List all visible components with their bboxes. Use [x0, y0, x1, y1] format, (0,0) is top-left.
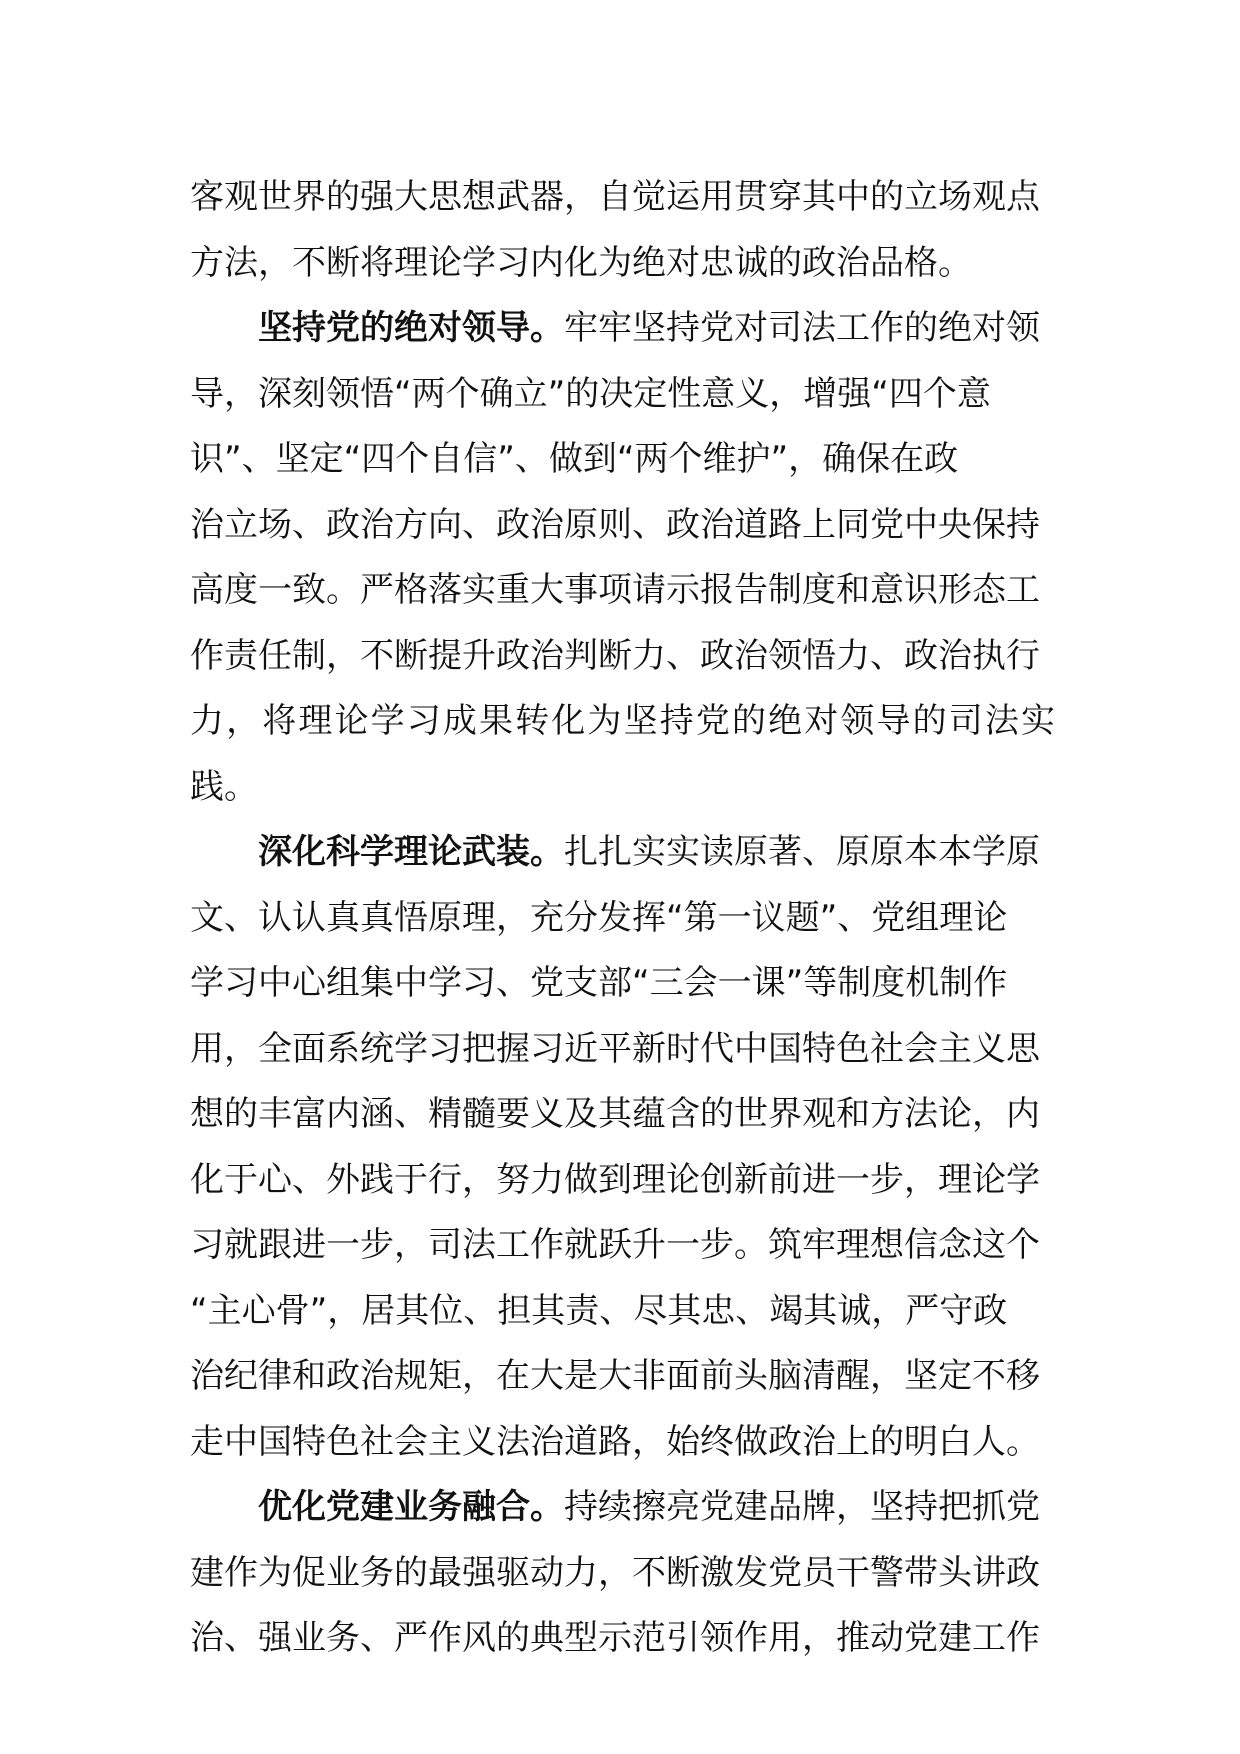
text-line: 导，深刻领悟“两个确立”的决定性意义，增强“四个意 [190, 373, 991, 414]
text-line: 识”、坚定“四个自信”、做到“两个维护”，确保在政 [190, 439, 959, 479]
text-line: “主心骨”，居其位、担其责、尽其忠、竭其诚，严守政 [190, 1290, 1008, 1331]
paragraph-party-leadership [190, 296, 1055, 820]
paragraph-heading: 坚持党的绝对领导。 [258, 308, 564, 348]
text-line: 想的丰富内涵、精髓要义及其蕴含的世界观和方法论，内 [190, 1094, 1040, 1134]
text-line: 持续擦亮党建品牌，坚持把抓党 [564, 1487, 1040, 1527]
text-line: 化于心、外践于行，努力做到理论创新前进一步，理论学 [190, 1159, 1040, 1200]
text-line: 扎扎实实读原著、原原本本学原 [564, 832, 1040, 872]
text-line: 习就跟进一步，司法工作就跃升一步。筑牢理想信念这个 [190, 1225, 1040, 1265]
text-line: 学习中心组集中学习、党支部“三会一课”等制度机制作 [190, 963, 1008, 1003]
text-line: 走中国特色社会主义法治道路，始终做政治上的明白人。 [190, 1421, 1040, 1462]
document-page [190, 165, 1055, 1672]
paragraph-heading: 深化科学理论武装。 [258, 832, 564, 872]
paragraph-party-business-integration [190, 1475, 1055, 1672]
text-line: 高度一致。严格落实重大事项请示报告制度和意识形态工 [190, 570, 1040, 610]
text-line: 建作为促业务的最强驱动力，不断激发党员干警带头讲政 [190, 1552, 1040, 1593]
text-line: 牢牢坚持党对司法工作的绝对领 [564, 308, 1040, 348]
text-line: 文、认认真真悟原理，充分发挥“第一议题”、党组理论 [190, 897, 1008, 938]
text-line: 力，将理论学习成果转化为坚持党的绝对领导的司法实践。 [190, 701, 1055, 807]
text-line: 治立场、政治方向、政治原则、政治道路上同党中央保持 [190, 504, 1040, 545]
paragraph-continuation [190, 165, 1055, 296]
text-line: 客观世界的强大思想武器，自觉运用贯穿其中的立场观点 [190, 177, 1040, 217]
paragraph-heading: 优化党建业务融合。 [258, 1487, 564, 1527]
text-line: 治、强业务、严作风的典型示范引领作用，推动党建工作 [190, 1618, 1040, 1658]
text-line: 作责任制，不断提升政治判断力、政治领悟力、政治执行 [190, 635, 1040, 676]
text-line: 用，全面系统学习把握习近平新时代中国特色社会主义思 [190, 1028, 1040, 1069]
text-line: 方法，不断将理论学习内化为绝对忠诚的政治品格。 [190, 242, 972, 283]
paragraph-theory-arming [190, 820, 1055, 1475]
text-line: 治纪律和政治规矩，在大是大非面前头脑清醒，坚定不移 [190, 1356, 1040, 1396]
